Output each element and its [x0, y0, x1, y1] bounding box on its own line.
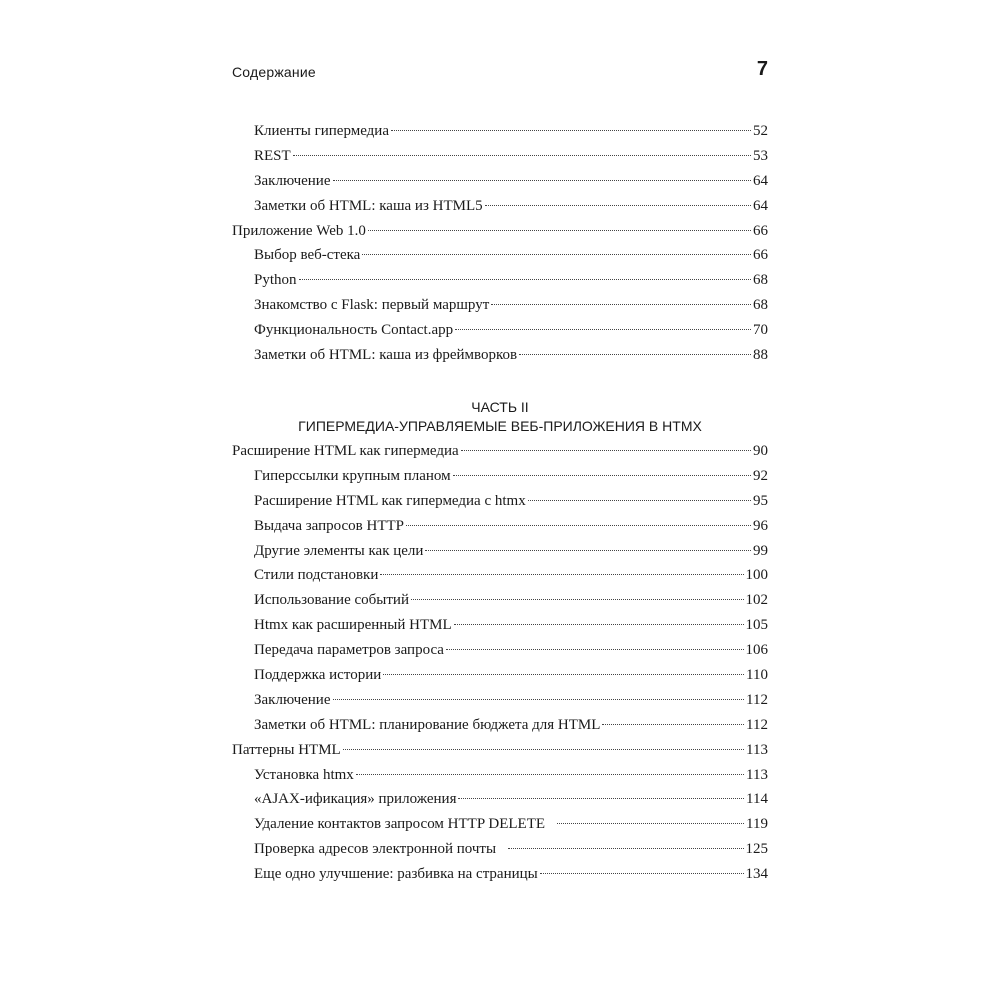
dot-leader: [491, 304, 751, 305]
toc-entry[interactable]: [232, 293, 768, 318]
toc-entry-page: 110: [746, 667, 768, 684]
toc-entry[interactable]: [232, 563, 768, 588]
toc-entry-title: Установка htmx: [254, 766, 354, 783]
toc-entry[interactable]: [232, 663, 768, 688]
toc-entry[interactable]: [232, 812, 768, 837]
toc-entry-title: Заключение: [254, 691, 331, 708]
toc-entry-page: 112: [746, 716, 768, 733]
dot-leader: [458, 798, 744, 799]
toc-entry-title: Знакомство с Flask: первый маршрут: [254, 297, 490, 314]
toc-entry-page: 88: [753, 347, 768, 364]
toc-entry[interactable]: [232, 613, 768, 638]
toc-entry-page: 64: [753, 197, 768, 214]
toc-section-2: [232, 439, 768, 887]
toc-entry-page: 70: [753, 322, 768, 339]
dot-leader: [508, 848, 743, 849]
toc-entry-page: 114: [746, 791, 768, 808]
toc-entry-title: REST: [254, 147, 291, 164]
toc-entry-title: Расширение HTML как гипермедиа с htmx: [254, 492, 526, 509]
toc-section-1: [232, 119, 768, 368]
toc-entry[interactable]: [232, 144, 768, 169]
toc-entry-title: Приложение Web 1.0: [232, 222, 366, 239]
dot-leader: [411, 599, 744, 600]
dot-leader: [356, 774, 744, 775]
toc-entry-page: 102: [745, 592, 768, 609]
toc-entry-title: Другие элементы как цели: [254, 542, 424, 559]
toc-entry[interactable]: [232, 688, 768, 713]
toc-entry-title: Выдача запросов HTTP: [254, 517, 404, 534]
running-head: Содержание: [232, 64, 316, 80]
toc-entry-page: 113: [746, 741, 768, 758]
toc-entry[interactable]: [232, 787, 768, 812]
part-title: ГИПЕРМЕДИА-УПРАВЛЯЕМЫЕ ВЕБ-ПРИЛОЖЕНИЯ В HTMX: [298, 418, 702, 434]
toc-entry[interactable]: [232, 343, 768, 368]
dot-leader: [333, 699, 745, 700]
toc-entry[interactable]: [232, 243, 768, 268]
dot-leader: [485, 205, 751, 206]
toc-entry[interactable]: [232, 763, 768, 788]
toc-entry-page: 90: [753, 443, 768, 459]
toc-entry-title: Htmx как расширенный HTML: [254, 617, 452, 634]
toc-entry-page: 119: [746, 816, 768, 833]
toc-entry-page: 92: [753, 467, 768, 484]
dot-leader: [446, 649, 744, 650]
toc-entry-page: 66: [753, 222, 768, 239]
toc-entry-page: 68: [753, 272, 768, 289]
dot-leader: [293, 155, 751, 156]
toc-entry[interactable]: [232, 514, 768, 539]
toc-entry-title: «AJAX-ификация» приложения: [254, 791, 457, 808]
dot-leader: [519, 354, 751, 355]
toc-entry[interactable]: [232, 638, 768, 663]
toc-entry-page: 112: [746, 691, 768, 708]
toc-entry[interactable]: [232, 318, 768, 343]
toc-entry-page: 125: [745, 841, 768, 858]
toc-entry-page: 106: [745, 642, 768, 659]
dot-leader: [425, 550, 751, 551]
page-number: 7: [756, 58, 768, 80]
dot-leader: [333, 180, 752, 181]
dot-leader: [602, 724, 744, 725]
toc-chapter-entry[interactable]: [232, 738, 768, 763]
toc-chapter-entry[interactable]: [232, 439, 768, 464]
dot-leader: [380, 574, 743, 575]
toc-entry-title: Заметки об HTML: каша из HTML5: [254, 197, 483, 214]
toc-entry-title: Удаление контактов запросом HTTP DELETE: [254, 816, 546, 833]
toc-entry[interactable]: [232, 588, 768, 613]
toc-entry-title: Python: [254, 272, 297, 289]
dot-leader: [453, 475, 751, 476]
dot-leader: [383, 674, 744, 675]
toc-entry-title: Передача параметров запроса: [254, 642, 444, 659]
toc-entry[interactable]: [232, 489, 768, 514]
toc-entry-title: Поддержка истории: [254, 667, 382, 684]
dot-leader: [540, 873, 744, 874]
dot-leader: [557, 823, 744, 824]
toc-entry-title: Клиенты гипермедиа: [254, 123, 389, 139]
toc-chapter-entry[interactable]: [232, 219, 768, 244]
dot-leader: [406, 525, 751, 526]
toc-entry[interactable]: [232, 194, 768, 219]
toc-entry[interactable]: [232, 268, 768, 293]
toc-entry-title: Выбор веб-стека: [254, 247, 361, 264]
toc-entry[interactable]: [232, 169, 768, 194]
toc-entry-page: 99: [753, 542, 768, 559]
toc-entry-page: 95: [753, 492, 768, 509]
dot-leader: [368, 230, 751, 231]
toc-entry[interactable]: [232, 713, 768, 738]
toc-entry-page: 53: [753, 147, 768, 164]
toc-entry-title: Еще одно улучшение: разбивка на страницы: [254, 866, 538, 883]
toc-entry-title: Стили подстановки: [254, 567, 379, 584]
toc-entry-page: 105: [745, 617, 768, 634]
toc-entry-page: 66: [753, 247, 768, 264]
dot-leader: [528, 500, 751, 501]
toc-entry[interactable]: [232, 464, 768, 489]
part-number: ЧАСТЬ II: [471, 399, 529, 415]
toc-entry-page: 68: [753, 297, 768, 314]
toc-entry-page: 113: [746, 766, 768, 783]
toc-entry-title: Функциональность Contact.app: [254, 322, 454, 339]
toc-entry[interactable]: [232, 837, 768, 862]
dot-leader: [455, 329, 751, 330]
toc-entry-page: 64: [753, 172, 768, 189]
toc-entry-page: 134: [745, 866, 768, 883]
toc-entry-title: Расширение HTML как гипермедиа: [232, 443, 459, 459]
toc-entry-page: 100: [745, 567, 768, 584]
toc-entry-title: Заметки об HTML: каша из фреймворков: [254, 347, 518, 364]
toc-entry[interactable]: [232, 119, 768, 144]
toc-entry-title: Заметки об HTML: планирование бюджета для HTML: [254, 716, 601, 733]
toc-entry-title: Заключение: [254, 172, 331, 189]
dot-leader: [343, 749, 744, 750]
dot-leader: [454, 624, 744, 625]
toc-entry-page: 52: [753, 123, 768, 139]
dot-leader: [299, 279, 751, 280]
dot-leader: [461, 450, 751, 451]
dot-leader: [391, 130, 751, 131]
toc-entry-title: Гиперссылки крупным планом: [254, 467, 451, 484]
toc-entry[interactable]: [232, 862, 768, 887]
toc-entry-title: Использование событий: [254, 592, 409, 609]
toc-entry-title: Проверка адресов электронной почты: [254, 841, 497, 858]
toc-entry[interactable]: [232, 539, 768, 564]
toc-entry-title: Паттерны HTML: [232, 741, 341, 758]
dot-leader: [362, 254, 751, 255]
toc-entry-page: 96: [753, 517, 768, 534]
